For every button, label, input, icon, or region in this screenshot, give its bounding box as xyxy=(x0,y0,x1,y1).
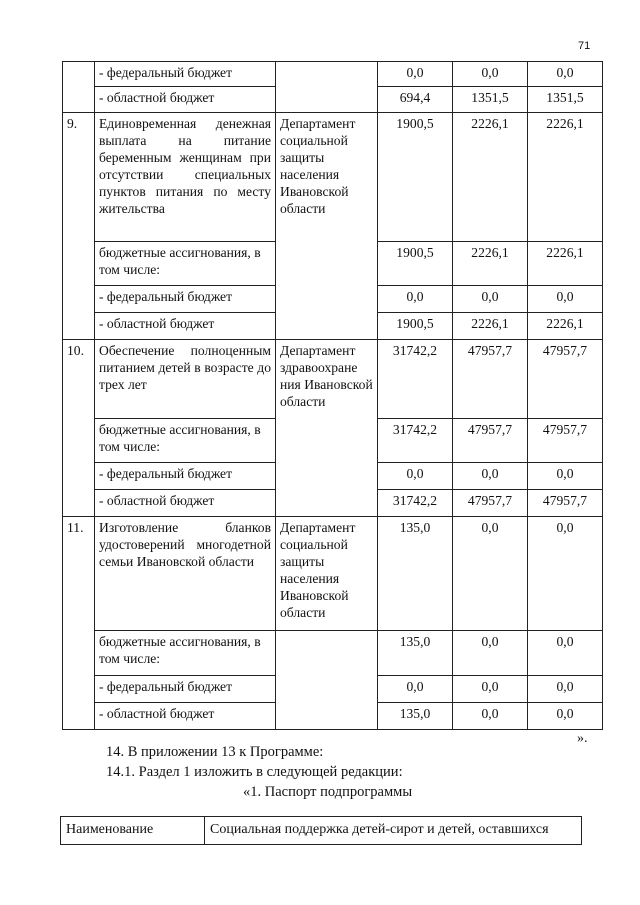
cell-value: 0,0 xyxy=(453,631,528,676)
cell-value: 47957,7 xyxy=(528,419,603,463)
paragraph-line: 14. В приложении 13 к Программе: xyxy=(106,744,324,760)
cell-value: 0,0 xyxy=(453,703,528,730)
cell-department xyxy=(276,62,378,113)
table-row xyxy=(61,817,582,845)
table-row xyxy=(63,631,603,676)
cell-value: 0,0 xyxy=(528,703,603,730)
cell-value: 135,0 xyxy=(378,517,453,631)
cell-department xyxy=(276,631,378,730)
cell-number: 10. xyxy=(63,340,95,517)
paragraph-line: 14.1. Раздел 1 изложить в следующей редакции: xyxy=(106,764,403,780)
cell-value: 0,0 xyxy=(453,517,528,631)
cell-value: 1900,5 xyxy=(378,313,453,340)
cell-value: 0,0 xyxy=(378,676,453,703)
cell-value: 1351,5 xyxy=(528,87,603,113)
cell-department: Департамент социальной защиты населения Ивановской области xyxy=(276,113,378,340)
cell-value: 47957,7 xyxy=(528,490,603,517)
cell-value: 0,0 xyxy=(378,463,453,490)
cell-value: 0,0 xyxy=(528,286,603,313)
cell-value: 2226,1 xyxy=(528,113,603,242)
cell-value: 0,0 xyxy=(528,62,603,87)
table-row xyxy=(63,62,603,87)
cell-item-name: Единовременная денежная выплата на питание беременным женщинам при отсутствии специальных пунктов питания по месту жительства xyxy=(95,113,276,242)
cell-value: 0,0 xyxy=(528,517,603,631)
cell-value: 0,0 xyxy=(453,286,528,313)
cell-value: 31742,2 xyxy=(378,419,453,463)
cell-value: 2226,1 xyxy=(528,313,603,340)
cell-value: 2226,1 xyxy=(528,242,603,286)
cell-value: 0,0 xyxy=(453,676,528,703)
cell-label: бюджетные ассигнования, в том числе: xyxy=(95,242,276,286)
cell-label: Наименование xyxy=(61,817,205,845)
table-row xyxy=(63,517,603,631)
cell-department: Департамент социальной защиты населения Ивановской области xyxy=(276,517,378,631)
cell-value: 0,0 xyxy=(528,676,603,703)
cell-value: 1900,5 xyxy=(378,242,453,286)
cell-value: 47957,7 xyxy=(453,340,528,419)
cell-value: 0,0 xyxy=(378,286,453,313)
cell-label: - федеральный бюджет xyxy=(95,286,276,313)
cell-value: 47957,7 xyxy=(453,490,528,517)
cell-value: 31742,2 xyxy=(378,340,453,419)
cell-item-name: Изготовление бланков удостоверений многодетной семьи Ивановской области xyxy=(95,517,276,631)
page-number: 71 xyxy=(578,40,591,52)
closing-quote: ». xyxy=(577,731,588,746)
cell-value: 0,0 xyxy=(378,62,453,87)
cell-label: - областной бюджет xyxy=(95,313,276,340)
cell-label: - федеральный бюджет xyxy=(95,463,276,490)
cell-value: 135,0 xyxy=(378,631,453,676)
cell-value: 47957,7 xyxy=(453,419,528,463)
cell-number xyxy=(63,62,95,113)
cell-label: - федеральный бюджет xyxy=(95,62,276,87)
cell-number: 9. xyxy=(63,113,95,340)
budget-table xyxy=(62,61,603,730)
cell-value: 0,0 xyxy=(453,463,528,490)
cell-value: 1351,5 xyxy=(453,87,528,113)
cell-value: 0,0 xyxy=(453,62,528,87)
cell-department: Департамент здравоохране ния Ивановской области xyxy=(276,340,378,517)
cell-value: 135,0 xyxy=(378,703,453,730)
cell-label: - областной бюджет xyxy=(95,703,276,730)
cell-value: Социальная поддержка детей-сирот и детей, оставшихся xyxy=(205,817,582,845)
cell-label: бюджетные ассигнования, в том числе: xyxy=(95,419,276,463)
cell-value: 47957,7 xyxy=(528,340,603,419)
cell-value: 694,4 xyxy=(378,87,453,113)
passport-table xyxy=(60,816,582,845)
cell-label: - федеральный бюджет xyxy=(95,676,276,703)
cell-number: 11. xyxy=(63,517,95,730)
table-row xyxy=(63,113,603,242)
cell-item-name: Обеспечение полноценным питанием детей в возрасте до трех лет xyxy=(95,340,276,419)
cell-value: 2226,1 xyxy=(453,242,528,286)
cell-label: - областной бюджет xyxy=(95,490,276,517)
cell-value: 0,0 xyxy=(528,631,603,676)
cell-value: 1900,5 xyxy=(378,113,453,242)
section-heading: «1. Паспорт подпрограммы xyxy=(243,784,413,800)
cell-value: 31742,2 xyxy=(378,490,453,517)
cell-label: бюджетные ассигнования, в том числе: xyxy=(95,631,276,676)
cell-value: 0,0 xyxy=(528,463,603,490)
cell-value: 2226,1 xyxy=(453,113,528,242)
table-row xyxy=(63,340,603,419)
cell-value: 2226,1 xyxy=(453,313,528,340)
cell-label: - областной бюджет xyxy=(95,87,276,113)
